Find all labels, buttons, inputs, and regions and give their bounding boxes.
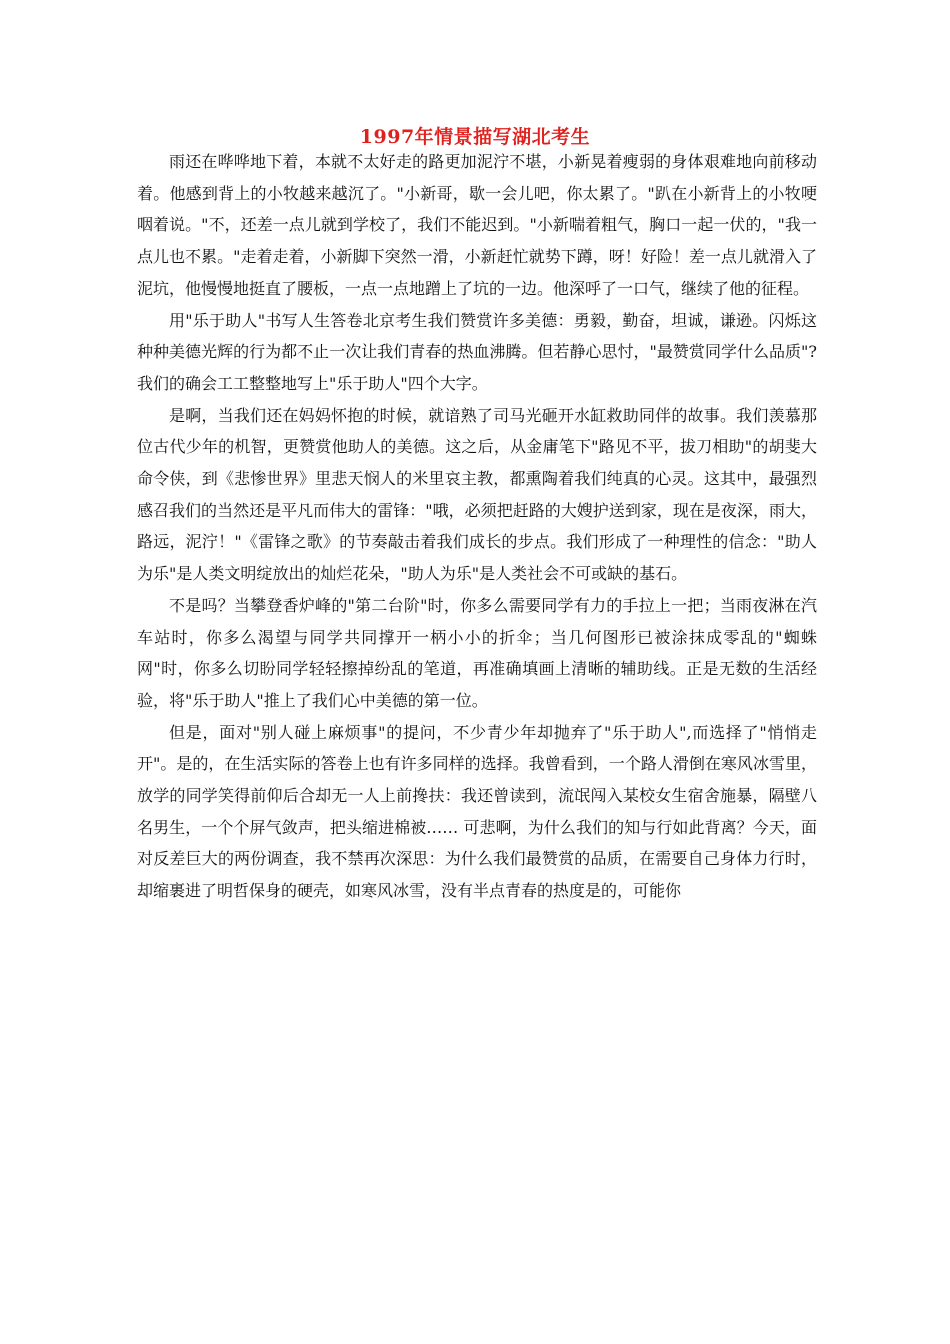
- paragraph-2: 用"乐于助人"书写人生答卷北京考生我们赞赏许多美德：勇毅，勤奋，坦诚，谦逊。闪烁这种种美德光辉的行为都不止一次让我们青春的热血沸腾。但若静心思忖，"最赞赏同学什么品质"?我们的确会工工整整地写上"乐于助人"四个大字。: [137, 310, 817, 393]
- paragraph-3: 是啊，当我们还在妈妈怀抱的时候，就谙熟了司马光砸开水缸救助同伴的故事。我们羡慕那位古代少年的机智，更赞赏他助人的美德。这之后，从金庸笔下"路见不平，拔刀相助"的胡斐大命令侠，到《悲惨世界》里悲天悯人的米里哀主教，都熏陶着我们纯真的心灵。这其中，最强烈感召我们的当然还是平凡而伟大的雷锋："哦，必须把赶路的大嫂护送到家，现在是夜深，雨大，路远，泥泞！"《雷锋之歌》的节奏敲击着我们成长的步点。我们形成了一种理性的信念："助人为乐"是人类文明绽放出的灿烂花朵，"助人为乐"是人类社会不可或缺的基石。: [137, 405, 817, 584]
- paragraph-5: 但是，面对"别人碰上麻烦事"的提问，不少青少年却抛弃了"乐于助人",而选择了"悄悄走开"。是的，在生活实际的答卷上也有许多同样的选择。我曾看到，一个路人滑倒在寒风冰雪里，放学的同学笑得前仰后合却无一人上前搀扶：我还曾读到，流氓闯入某校女生宿舍施暴，隔壁八名男生，一个个屏气敛声，把头缩进棉被…… 可悲啊，为什么我们的知与行如此背离？今天，面对反差巨大的两份调查，我不禁再次深思：为什么我们最赞赏的品质，在需要自己身体力行时，却缩裹进了明哲保身的硬壳，如寒风冰雪，没有半点青春的热度是的，可能你: [137, 722, 817, 901]
- document-body: [137, 146, 817, 907]
- paragraph-4: 不是吗？当攀登香炉峰的"第二台阶"时，你多么需要同学有力的手拉上一把；当雨夜淋在汽车站时，你多么渴望与同学共同撑开一柄小小的折伞；当几何图形已被涂抹成零乱的"蜘蛛网"时，你多么切盼同学轻轻擦掉纷乱的笔道，再准确填画上清晰的辅助线。正是无数的生活经验，将"乐于助人"推上了我们心中美德的第一位。: [137, 595, 817, 710]
- paragraph-1: 雨还在哗哗地下着，本就不太好走的路更加泥泞不堪，小新晃着瘦弱的身体艰难地向前移动着。他感到背上的小牧越来越沉了。"小新哥，歇一会儿吧，你太累了。"趴在小新背上的小牧哽咽着说。"不，还差一点儿就到学校了，我们不能迟到。"小新喘着粗气，胸口一起一伏的，"我一点儿也不累。"走着走着，小新脚下突然一滑，小新赶忙就势下蹲，呀！好险！差一点儿就滑入了泥坑，他慢慢地挺直了腰板，一点一点地蹭上了坑的一边。他深呼了一口气，继续了他的征程。: [137, 152, 817, 298]
- document-title: 1997年情景描写湖北考生: [359, 126, 591, 148]
